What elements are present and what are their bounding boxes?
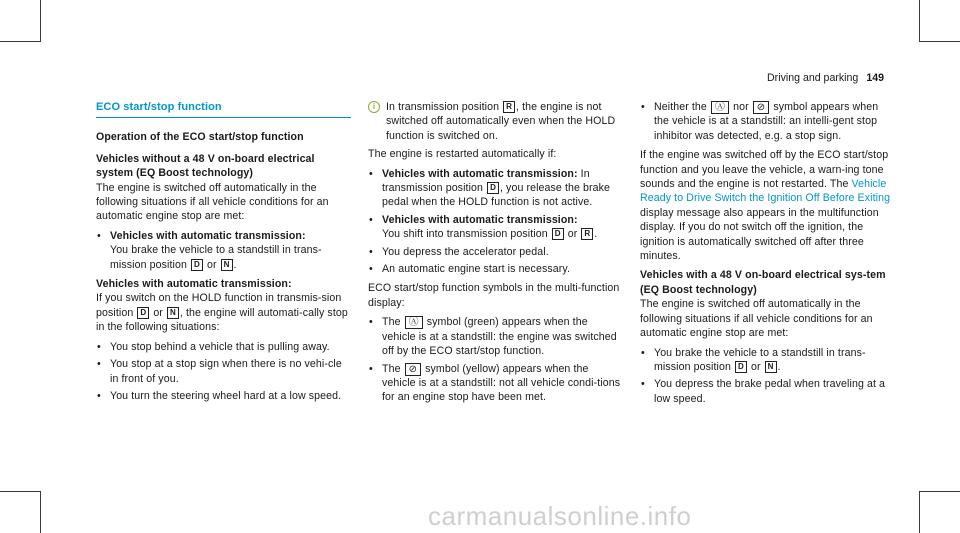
heading-without-48v: Vehicles without a 48 V on-board electrical system (EQ Boost technology) — [96, 152, 315, 180]
list-item: • You depress the brake pedal when traveling at a low speed. — [640, 377, 896, 406]
info-icon: i — [368, 101, 380, 113]
paragraph: If you switch on the HOLD function in transmis-sion position D or N , the engine will automati-cally stop in the following situations: — [96, 292, 348, 334]
running-header — [752, 72, 884, 84]
heading-automatic-transmission: Vehicles with automatic transmission: — [96, 278, 292, 291]
key-d-icon: D — [552, 228, 564, 240]
crop-mark — [919, 491, 960, 492]
heading-operation: Operation of the ECO start/stop function — [96, 131, 304, 144]
bullet-list — [96, 229, 351, 272]
key-n-icon: N — [167, 307, 179, 319]
section-title: ECO start/stop function — [96, 100, 351, 118]
crop-mark — [919, 0, 920, 42]
list-item: • You turn the steering wheel hard at a low speed. — [96, 389, 351, 403]
crop-mark — [40, 0, 41, 42]
page-number: 149 — [866, 72, 884, 84]
list-item: • The Ⓐ symbol (green) appears when the vehicle is at a standstill: the engine was switched off by the ECO start/stop function. — [368, 315, 622, 358]
crop-mark — [919, 41, 960, 42]
key-d-icon: D — [137, 307, 149, 319]
list-item-title: Vehicles with automatic transmission: — [110, 229, 306, 242]
list-item: • An automatic engine start is necessary. — [368, 262, 622, 276]
watermark: carmanualsonline.info — [428, 501, 692, 531]
info-note: i In transmission position R , the engine is not switched off automatically even when the HOLD function is switched on. — [368, 100, 622, 143]
key-n-icon: N — [221, 259, 233, 271]
list-item: • You brake the vehicle to a standstill in trans-mission position D or N . — [640, 346, 896, 375]
key-r-icon: R — [503, 101, 515, 113]
column-1 — [96, 100, 351, 408]
paragraph: The engine is restarted automatically if: — [368, 148, 557, 161]
crop-mark — [40, 491, 41, 533]
key-n-icon: N — [765, 361, 777, 373]
paragraph: If the engine was switched off by the ECO start/stop function and you leave the vehicle, a warn-ing tone sounds and the engine is not restarted. The Vehicle Ready to Drive Switch the Ignition Off Before Exiting display message also appears in the multifunction display. If you do not switch off the ignition, the ignition is automatically switched off after three minutes. — [640, 149, 891, 263]
eco-active-icon: Ⓐ — [711, 101, 729, 114]
crop-mark — [919, 491, 920, 533]
list-item: • You stop behind a vehicle that is pulling away. — [96, 340, 351, 354]
crop-mark — [0, 491, 41, 492]
key-d-icon: D — [191, 259, 203, 271]
list-item: • Vehicles with automatic transmission: In transmission position D , you release the brake pedal when the HOLD function is not active. — [368, 167, 622, 210]
bullet-list — [96, 340, 351, 404]
list-item: • Vehicles with automatic transmission: You shift into transmission position D or R . — [368, 213, 622, 242]
bullet-list — [368, 167, 622, 277]
eco-inactive-icon: ⊘ — [753, 101, 769, 114]
header-section: Driving and parking — [767, 72, 859, 84]
bullet-list — [368, 315, 622, 404]
bullet-list — [640, 100, 896, 143]
paragraph: ECO start/stop function symbols in the multi-function display: — [368, 282, 620, 309]
list-item: • The ⊘ symbol (yellow) appears when the vehicle is at a standstill: not all vehicle condi-tions for an engine stop have been met. — [368, 362, 622, 405]
key-d-icon: D — [735, 361, 747, 373]
paragraph: The engine is switched off automatically in the following situations if all vehicle conditions for an automatic engine stop are met: — [96, 181, 329, 223]
crop-mark — [0, 41, 41, 42]
list-item: • You stop at a stop sign when there is no vehi-cle in front of you. — [96, 357, 351, 386]
list-item: • Neither the Ⓐ nor ⊘ symbol appears when the vehicle is at a standstill: an intelli-gent stop inhibitor was detected, e.g. a stop sign. — [640, 100, 896, 143]
list-item: • Vehicles with automatic transmission: You brake the vehicle to a standstill in trans-mission position D or N . — [96, 229, 351, 272]
eco-inactive-icon: ⊘ — [405, 363, 421, 376]
paragraph: The engine is switched off automatically in the following situations if all vehicle conditions for an automatic engine stop are met: — [640, 298, 873, 340]
key-r-icon: R — [581, 228, 593, 240]
heading-with-48v: Vehicles with a 48 V on-board electrical sys-tem (EQ Boost technology) — [640, 269, 886, 296]
bullet-list — [640, 346, 896, 407]
display-message: Vehicle Ready to Drive Switch the Ignition Off Before Exiting — [640, 178, 891, 205]
column-3 — [640, 100, 896, 411]
list-item: • You depress the accelerator pedal. — [368, 245, 622, 259]
key-d-icon: D — [487, 182, 499, 194]
eco-active-icon: Ⓐ — [405, 316, 423, 329]
column-2 — [368, 100, 622, 410]
